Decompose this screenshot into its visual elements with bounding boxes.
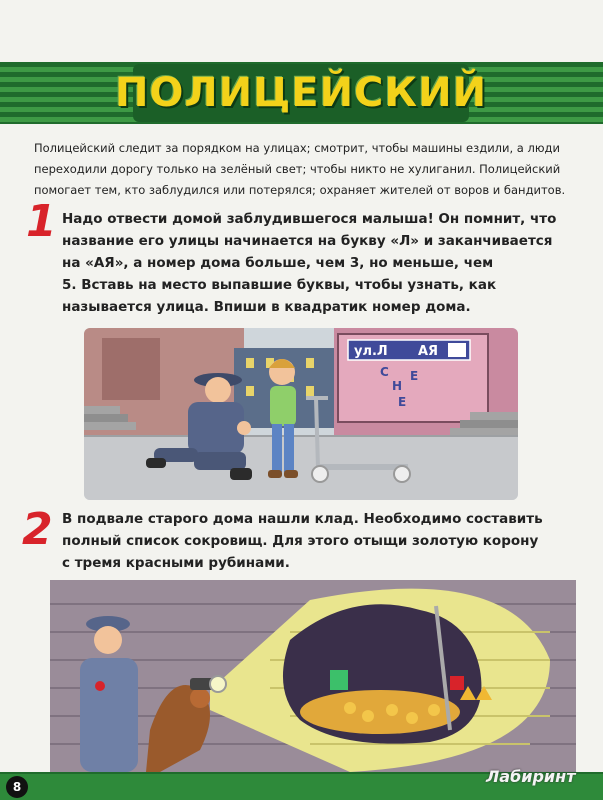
task-2-text: [62, 508, 543, 574]
intro-text: Полицейский следит за порядком на улицах; смотрит, чтобы машины ездили, а люди переходили дорогу только на зелёный свет; чтобы никто не хулиганил. Полицейский помогает тем, кто заблудился или потерялся; охраняет жителей от воров и бандитов.: [34, 141, 566, 197]
street-sign-prefix: ул.Л: [354, 344, 388, 359]
title-box: [114, 64, 488, 122]
treasure-illustration: [50, 580, 576, 772]
task-1-line: на «АЯ», а номер дома больше, чем 3, но меньше, чем: [62, 255, 494, 271]
street-sign-suffix: АЯ: [418, 344, 439, 359]
task-2-line: с тремя красными рубинами.: [62, 555, 290, 571]
fallen-letter: С: [380, 365, 389, 379]
task-1-line: 5. Вставь на место выпавшие буквы, чтобы узнать, как: [62, 277, 497, 293]
task-1-line: Надо отвести домой заблудившегося малыша! Он помнит, что: [62, 211, 557, 227]
street-scene: [84, 328, 518, 500]
page-number: 8: [6, 776, 28, 798]
fallen-letter: Н: [392, 379, 403, 393]
task-2-number: 2: [22, 504, 53, 555]
street-illustration: [84, 328, 518, 500]
task-1-text: [62, 208, 556, 318]
fallen-letter: Е: [410, 369, 419, 383]
task-1-number: 1: [26, 196, 57, 247]
task-2-line: полный список сокровищ. Для этого отыщи золотую корону: [62, 533, 539, 549]
fallen-letter: Е: [398, 395, 407, 409]
page-title: ПОЛИЦЕЙСКИЙ: [114, 70, 488, 116]
task-1-line: называется улица. Впиши в квадратик номер дома.: [62, 299, 471, 315]
task-2-line: В подвале старого дома нашли клад. Необходимо составить: [62, 511, 543, 527]
task-1-line: название его улицы начинается на букву «Л» и заканчивается: [62, 233, 553, 249]
watermark-logo: Лабиринт: [486, 767, 576, 786]
basement-scene: [50, 580, 576, 772]
